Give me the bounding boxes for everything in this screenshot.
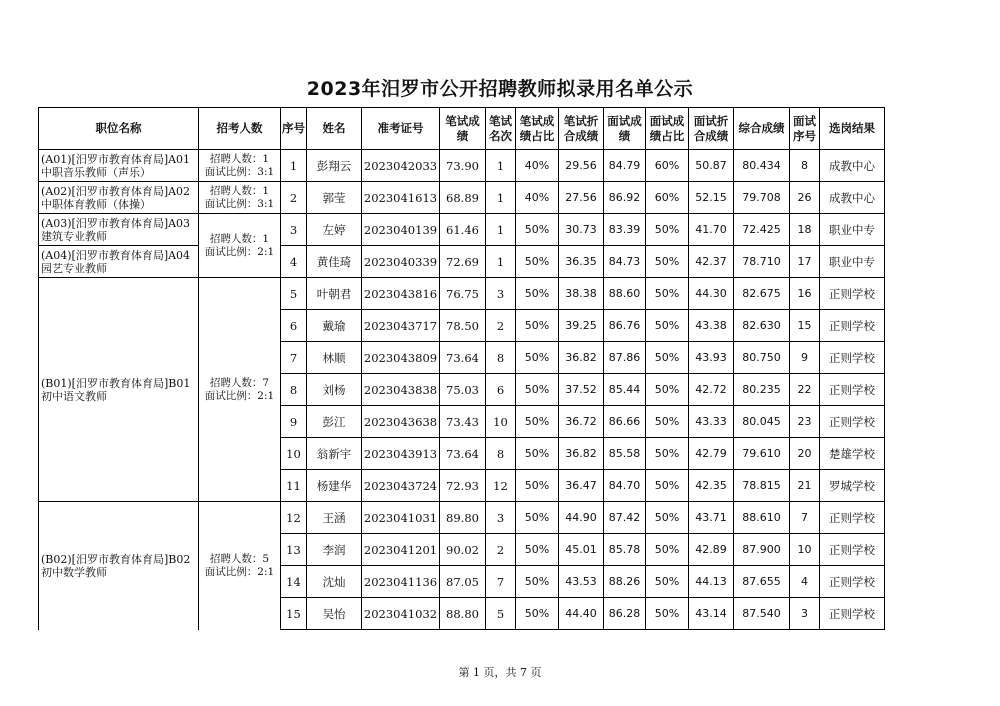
total-score-cell: 87.900 bbox=[734, 534, 790, 566]
total-score-cell: 78.710 bbox=[734, 246, 790, 278]
written-conv-cell: 36.35 bbox=[559, 246, 604, 278]
interview-pct-cell: 50% bbox=[646, 342, 689, 374]
interview-pct-cell: 50% bbox=[646, 406, 689, 438]
ticket-cell: 2023041613 bbox=[362, 182, 440, 214]
position-name-cell: (A01)[汨罗市教育体育局]A01中职音乐教师（声乐） bbox=[39, 150, 199, 182]
seq-cell: 1 bbox=[281, 150, 307, 182]
page-title: 2023年汨罗市公开招聘教师拟录用名单公示 bbox=[306, 78, 694, 100]
interview-conv-cell: 52.15 bbox=[689, 182, 734, 214]
ticket-cell: 2023041201 bbox=[362, 534, 440, 566]
written-score-cell: 89.80 bbox=[440, 502, 486, 534]
written-score-cell: 73.64 bbox=[440, 342, 486, 374]
written-pct-cell: 50% bbox=[516, 214, 559, 246]
table-row bbox=[39, 182, 885, 214]
recruit-count: 招聘人数：1 bbox=[209, 184, 270, 197]
interview-pct-cell: 50% bbox=[646, 310, 689, 342]
position-name-cell: (A03)[汨罗市教育体育局]A03建筑专业教师 bbox=[39, 214, 199, 246]
table-row bbox=[39, 502, 885, 534]
written-conv-cell: 44.40 bbox=[559, 598, 604, 630]
interview-conv-cell: 43.33 bbox=[689, 406, 734, 438]
interview-pct-cell: 50% bbox=[646, 278, 689, 310]
name-cell: 沈灿 bbox=[307, 566, 362, 598]
recruit-count: 招聘人数：5 bbox=[209, 552, 270, 565]
written-rank-cell: 2 bbox=[486, 310, 516, 342]
interview-conv-cell: 43.71 bbox=[689, 502, 734, 534]
written-pct-cell: 50% bbox=[516, 438, 559, 470]
written-score-cell: 73.43 bbox=[440, 406, 486, 438]
result-cell: 正则学校 bbox=[820, 342, 885, 374]
name-cell: 戴瑜 bbox=[307, 310, 362, 342]
ticket-cell: 2023040139 bbox=[362, 214, 440, 246]
interview-score-cell: 84.79 bbox=[604, 150, 646, 182]
interview-pct-cell: 50% bbox=[646, 214, 689, 246]
col-header-interview-conv: 面试折合成绩 bbox=[689, 108, 734, 150]
seq-cell: 6 bbox=[281, 310, 307, 342]
written-conv-cell: 38.38 bbox=[559, 278, 604, 310]
written-conv-cell: 36.82 bbox=[559, 342, 604, 374]
result-cell: 正则学校 bbox=[820, 310, 885, 342]
interview-pct-cell: 50% bbox=[646, 534, 689, 566]
total-score-cell: 80.434 bbox=[734, 150, 790, 182]
name-cell: 李润 bbox=[307, 534, 362, 566]
interview-order-cell: 16 bbox=[790, 278, 820, 310]
written-rank-cell: 1 bbox=[486, 246, 516, 278]
interview-conv-cell: 42.72 bbox=[689, 374, 734, 406]
seq-cell: 8 bbox=[281, 374, 307, 406]
result-cell: 成教中心 bbox=[820, 150, 885, 182]
col-header-interview: 面试成绩 bbox=[604, 108, 646, 150]
name-cell: 杨建华 bbox=[307, 470, 362, 502]
interview-conv-cell: 44.13 bbox=[689, 566, 734, 598]
total-score-cell: 80.045 bbox=[734, 406, 790, 438]
written-rank-cell: 12 bbox=[486, 470, 516, 502]
written-rank-cell: 10 bbox=[486, 406, 516, 438]
result-cell: 正则学校 bbox=[820, 374, 885, 406]
written-pct-cell: 50% bbox=[516, 534, 559, 566]
written-conv-cell: 27.56 bbox=[559, 182, 604, 214]
interview-conv-cell: 43.93 bbox=[689, 342, 734, 374]
written-pct-cell: 50% bbox=[516, 374, 559, 406]
written-conv-cell: 36.72 bbox=[559, 406, 604, 438]
seq-cell: 2 bbox=[281, 182, 307, 214]
interview-conv-cell: 43.14 bbox=[689, 598, 734, 630]
col-header-interview-order: 面试序号 bbox=[790, 108, 820, 150]
written-score-cell: 78.50 bbox=[440, 310, 486, 342]
written-rank-cell: 3 bbox=[486, 278, 516, 310]
written-pct-cell: 50% bbox=[516, 406, 559, 438]
written-score-cell: 76.75 bbox=[440, 278, 486, 310]
interview-score-cell: 88.60 bbox=[604, 278, 646, 310]
table-row bbox=[39, 150, 885, 182]
total-score-cell: 80.235 bbox=[734, 374, 790, 406]
col-header-written: 笔试成绩 bbox=[440, 108, 486, 150]
interview-score-cell: 88.26 bbox=[604, 566, 646, 598]
written-score-cell: 88.80 bbox=[440, 598, 486, 630]
interview-pct-cell: 50% bbox=[646, 470, 689, 502]
written-score-cell: 75.03 bbox=[440, 374, 486, 406]
interview-conv-cell: 43.38 bbox=[689, 310, 734, 342]
recruit-count: 招聘人数：1 bbox=[209, 152, 270, 165]
name-cell: 郭莹 bbox=[307, 182, 362, 214]
table-row bbox=[39, 246, 885, 278]
ticket-cell: 2023041032 bbox=[362, 598, 440, 630]
admission-table bbox=[38, 107, 885, 630]
col-header-position: 职位名称 bbox=[39, 108, 199, 150]
result-cell: 楚雄学校 bbox=[820, 438, 885, 470]
ticket-cell: 2023043638 bbox=[362, 406, 440, 438]
ticket-cell: 2023040339 bbox=[362, 246, 440, 278]
total-score-cell: 78.815 bbox=[734, 470, 790, 502]
position-name-cell: (A04)[汨罗市教育体育局]A04园艺专业教师 bbox=[39, 246, 199, 278]
ticket-cell: 2023043809 bbox=[362, 342, 440, 374]
result-cell: 职业中专 bbox=[820, 214, 885, 246]
interview-order-cell: 20 bbox=[790, 438, 820, 470]
name-cell: 王涵 bbox=[307, 502, 362, 534]
col-header-name: 姓名 bbox=[307, 108, 362, 150]
result-cell: 成教中心 bbox=[820, 182, 885, 214]
written-conv-cell: 44.90 bbox=[559, 502, 604, 534]
seq-cell: 13 bbox=[281, 534, 307, 566]
result-cell: 正则学校 bbox=[820, 406, 885, 438]
col-header-interview-pct: 面试成绩占比 bbox=[646, 108, 689, 150]
ticket-cell: 2023043724 bbox=[362, 470, 440, 502]
interview-ratio: 面试比例：2:1 bbox=[204, 245, 275, 258]
interview-pct-cell: 50% bbox=[646, 374, 689, 406]
recruit-count: 招聘人数：1 bbox=[209, 232, 270, 245]
seq-cell: 11 bbox=[281, 470, 307, 502]
interview-order-cell: 15 bbox=[790, 310, 820, 342]
interview-score-cell: 83.39 bbox=[604, 214, 646, 246]
recruit-count: 招聘人数：7 bbox=[209, 376, 270, 389]
interview-conv-cell: 41.70 bbox=[689, 214, 734, 246]
table-header-row bbox=[39, 108, 885, 150]
seq-cell: 5 bbox=[281, 278, 307, 310]
interview-order-cell: 7 bbox=[790, 502, 820, 534]
interview-conv-cell: 50.87 bbox=[689, 150, 734, 182]
recruit-info-cell bbox=[199, 278, 281, 502]
interview-order-cell: 8 bbox=[790, 150, 820, 182]
written-rank-cell: 1 bbox=[486, 214, 516, 246]
seq-cell: 9 bbox=[281, 406, 307, 438]
ticket-cell: 2023042033 bbox=[362, 150, 440, 182]
total-score-cell: 79.610 bbox=[734, 438, 790, 470]
interview-pct-cell: 60% bbox=[646, 182, 689, 214]
written-score-cell: 72.93 bbox=[440, 470, 486, 502]
total-score-cell: 72.425 bbox=[734, 214, 790, 246]
col-header-written-rank: 笔试名次 bbox=[486, 108, 516, 150]
name-cell: 彭江 bbox=[307, 406, 362, 438]
interview-ratio: 面试比例：2:1 bbox=[204, 565, 275, 578]
interview-score-cell: 84.70 bbox=[604, 470, 646, 502]
position-name-cell: (B02)[汨罗市教育体育局]B02初中数学教师 bbox=[39, 502, 199, 630]
written-rank-cell: 7 bbox=[486, 566, 516, 598]
written-pct-cell: 50% bbox=[516, 598, 559, 630]
total-score-cell: 87.540 bbox=[734, 598, 790, 630]
written-score-cell: 68.89 bbox=[440, 182, 486, 214]
interview-score-cell: 86.76 bbox=[604, 310, 646, 342]
seq-cell: 14 bbox=[281, 566, 307, 598]
interview-pct-cell: 50% bbox=[646, 438, 689, 470]
recruit-info-cell bbox=[199, 182, 281, 214]
ticket-cell: 2023043913 bbox=[362, 438, 440, 470]
recruit-info-cell bbox=[199, 150, 281, 182]
recruit-info-cell bbox=[199, 214, 281, 278]
interview-pct-cell: 50% bbox=[646, 246, 689, 278]
interview-score-cell: 86.28 bbox=[604, 598, 646, 630]
interview-order-cell: 17 bbox=[790, 246, 820, 278]
written-pct-cell: 50% bbox=[516, 470, 559, 502]
written-rank-cell: 1 bbox=[486, 182, 516, 214]
written-score-cell: 73.64 bbox=[440, 438, 486, 470]
written-pct-cell: 50% bbox=[516, 278, 559, 310]
interview-ratio: 面试比例：3:1 bbox=[204, 165, 275, 178]
interview-score-cell: 85.44 bbox=[604, 374, 646, 406]
total-score-cell: 88.610 bbox=[734, 502, 790, 534]
interview-ratio: 面试比例：3:1 bbox=[204, 197, 275, 210]
total-score-cell: 82.630 bbox=[734, 310, 790, 342]
name-cell: 叶朝君 bbox=[307, 278, 362, 310]
ticket-cell: 2023043838 bbox=[362, 374, 440, 406]
interview-conv-cell: 42.89 bbox=[689, 534, 734, 566]
col-header-result: 选岗结果 bbox=[820, 108, 885, 150]
written-pct-cell: 50% bbox=[516, 566, 559, 598]
ticket-cell: 2023043717 bbox=[362, 310, 440, 342]
interview-ratio: 面试比例：2:1 bbox=[204, 389, 275, 402]
result-cell: 罗城学校 bbox=[820, 470, 885, 502]
col-header-total: 综合成绩 bbox=[734, 108, 790, 150]
interview-score-cell: 86.92 bbox=[604, 182, 646, 214]
written-rank-cell: 3 bbox=[486, 502, 516, 534]
written-pct-cell: 50% bbox=[516, 342, 559, 374]
result-cell: 正则学校 bbox=[820, 534, 885, 566]
written-score-cell: 87.05 bbox=[440, 566, 486, 598]
page-footer: 第 1 页，共 7 页 bbox=[458, 666, 542, 679]
seq-cell: 10 bbox=[281, 438, 307, 470]
written-rank-cell: 2 bbox=[486, 534, 516, 566]
written-conv-cell: 43.53 bbox=[559, 566, 604, 598]
interview-conv-cell: 42.37 bbox=[689, 246, 734, 278]
interview-pct-cell: 50% bbox=[646, 502, 689, 534]
written-score-cell: 90.02 bbox=[440, 534, 486, 566]
interview-score-cell: 85.78 bbox=[604, 534, 646, 566]
result-cell: 正则学校 bbox=[820, 502, 885, 534]
written-pct-cell: 50% bbox=[516, 502, 559, 534]
written-conv-cell: 36.82 bbox=[559, 438, 604, 470]
position-name-cell: (B01)[汨罗市教育体育局]B01初中语文教师 bbox=[39, 278, 199, 502]
written-conv-cell: 36.47 bbox=[559, 470, 604, 502]
interview-pct-cell: 50% bbox=[646, 598, 689, 630]
interview-score-cell: 87.86 bbox=[604, 342, 646, 374]
interview-pct-cell: 50% bbox=[646, 566, 689, 598]
interview-score-cell: 87.42 bbox=[604, 502, 646, 534]
written-rank-cell: 6 bbox=[486, 374, 516, 406]
result-cell: 正则学校 bbox=[820, 598, 885, 630]
written-conv-cell: 39.25 bbox=[559, 310, 604, 342]
name-cell: 林顺 bbox=[307, 342, 362, 374]
col-header-no: 序号 bbox=[281, 108, 307, 150]
total-score-cell: 79.708 bbox=[734, 182, 790, 214]
interview-order-cell: 23 bbox=[790, 406, 820, 438]
written-score-cell: 61.46 bbox=[440, 214, 486, 246]
table-row bbox=[39, 214, 885, 246]
written-conv-cell: 45.01 bbox=[559, 534, 604, 566]
written-score-cell: 72.69 bbox=[440, 246, 486, 278]
written-conv-cell: 37.52 bbox=[559, 374, 604, 406]
col-header-written-pct: 笔试成绩占比 bbox=[516, 108, 559, 150]
recruit-info-cell bbox=[199, 502, 281, 630]
interview-order-cell: 9 bbox=[790, 342, 820, 374]
written-rank-cell: 8 bbox=[486, 342, 516, 374]
interview-order-cell: 10 bbox=[790, 534, 820, 566]
table-row bbox=[39, 278, 885, 310]
name-cell: 彭翔云 bbox=[307, 150, 362, 182]
interview-conv-cell: 42.35 bbox=[689, 470, 734, 502]
written-pct-cell: 40% bbox=[516, 182, 559, 214]
seq-cell: 4 bbox=[281, 246, 307, 278]
interview-conv-cell: 42.79 bbox=[689, 438, 734, 470]
seq-cell: 3 bbox=[281, 214, 307, 246]
ticket-cell: 2023043816 bbox=[362, 278, 440, 310]
interview-score-cell: 84.73 bbox=[604, 246, 646, 278]
written-score-cell: 73.90 bbox=[440, 150, 486, 182]
seq-cell: 7 bbox=[281, 342, 307, 374]
written-rank-cell: 5 bbox=[486, 598, 516, 630]
total-score-cell: 80.750 bbox=[734, 342, 790, 374]
total-score-cell: 82.675 bbox=[734, 278, 790, 310]
name-cell: 刘杨 bbox=[307, 374, 362, 406]
interview-order-cell: 22 bbox=[790, 374, 820, 406]
written-pct-cell: 50% bbox=[516, 246, 559, 278]
col-header-recruit: 招考人数 bbox=[199, 108, 281, 150]
interview-order-cell: 18 bbox=[790, 214, 820, 246]
result-cell: 职业中专 bbox=[820, 246, 885, 278]
name-cell: 黄佳琦 bbox=[307, 246, 362, 278]
interview-score-cell: 86.66 bbox=[604, 406, 646, 438]
interview-order-cell: 3 bbox=[790, 598, 820, 630]
col-header-ticket: 准考证号 bbox=[362, 108, 440, 150]
interview-pct-cell: 60% bbox=[646, 150, 689, 182]
ticket-cell: 2023041031 bbox=[362, 502, 440, 534]
ticket-cell: 2023041136 bbox=[362, 566, 440, 598]
result-cell: 正则学校 bbox=[820, 566, 885, 598]
seq-cell: 15 bbox=[281, 598, 307, 630]
written-rank-cell: 1 bbox=[486, 150, 516, 182]
written-conv-cell: 29.56 bbox=[559, 150, 604, 182]
interview-order-cell: 4 bbox=[790, 566, 820, 598]
interview-conv-cell: 44.30 bbox=[689, 278, 734, 310]
written-pct-cell: 50% bbox=[516, 310, 559, 342]
seq-cell: 12 bbox=[281, 502, 307, 534]
name-cell: 翁新宇 bbox=[307, 438, 362, 470]
name-cell: 吴怡 bbox=[307, 598, 362, 630]
total-score-cell: 87.655 bbox=[734, 566, 790, 598]
name-cell: 左婷 bbox=[307, 214, 362, 246]
written-conv-cell: 30.73 bbox=[559, 214, 604, 246]
interview-score-cell: 85.58 bbox=[604, 438, 646, 470]
interview-order-cell: 26 bbox=[790, 182, 820, 214]
interview-order-cell: 21 bbox=[790, 470, 820, 502]
written-pct-cell: 40% bbox=[516, 150, 559, 182]
written-rank-cell: 8 bbox=[486, 438, 516, 470]
result-cell: 正则学校 bbox=[820, 278, 885, 310]
col-header-written-conv: 笔试折合成绩 bbox=[559, 108, 604, 150]
position-name-cell: (A02)[汨罗市教育体育局]A02中职体育教师（体操） bbox=[39, 182, 199, 214]
